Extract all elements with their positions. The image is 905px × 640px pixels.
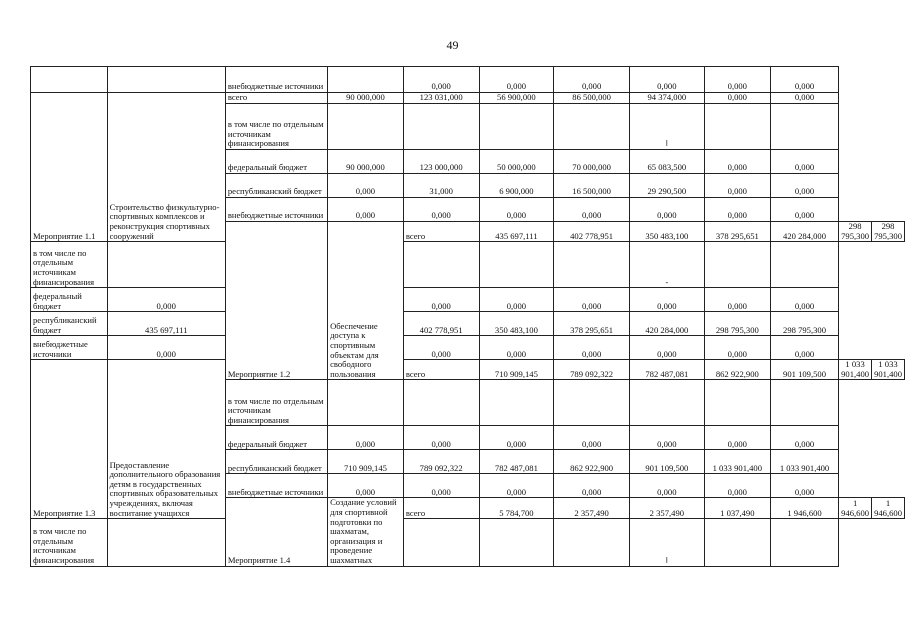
amount-cell: 862 922,900 <box>554 450 630 474</box>
amount-cell: 0,000 <box>479 198 554 222</box>
amount-cell: 31,000 <box>403 174 479 198</box>
amount-cell: 0,000 <box>479 336 554 360</box>
amount-cell <box>328 380 404 426</box>
amount-cell <box>554 380 630 426</box>
amount-cell: 0,000 <box>770 174 838 198</box>
measure-id-cell: Мероприятие 1.2 <box>225 222 327 380</box>
source-label-cell: внебюджетные источники <box>225 198 327 222</box>
budget-table <box>30 66 905 567</box>
amount-cell: - <box>629 242 704 288</box>
source-label-cell: республиканский бюджет <box>225 450 327 474</box>
amount-cell: 0,000 <box>403 426 479 450</box>
measure-id-cell: Мероприятие 1.3 <box>31 360 108 519</box>
amount-cell: 2 357,490 <box>554 498 630 519</box>
amount-cell: 710 909,145 <box>328 450 404 474</box>
amount-cell: 1 946,600 <box>872 498 905 519</box>
amount-cell: 6 900,000 <box>479 174 554 198</box>
amount-cell: 56 900,000 <box>479 93 554 104</box>
amount-cell <box>403 242 479 288</box>
amount-cell: 0,000 <box>403 198 479 222</box>
table-row <box>31 336 905 360</box>
amount-cell: 1 033 901,400 <box>839 360 872 380</box>
amount-cell: 0,000 <box>328 426 404 450</box>
amount-cell: 86 500,000 <box>554 93 630 104</box>
amount-cell: 65 083,500 <box>629 150 704 174</box>
source-label-cell: всего <box>403 222 479 242</box>
amount-cell: ǀ <box>629 519 704 566</box>
source-label-cell: федеральный бюджет <box>225 150 327 174</box>
amount-cell: 378 295,651 <box>704 222 770 242</box>
amount-cell: 0,000 <box>629 67 704 93</box>
amount-cell: 782 487,081 <box>479 450 554 474</box>
measure-name-cell: Строительство физкультурно-спортивных комплексов и реконструкция спортивных сооружений <box>107 93 225 242</box>
source-label-cell: всего <box>225 93 327 104</box>
source-label-cell: федеральный бюджет <box>31 288 108 312</box>
amount-cell: 0,000 <box>403 288 479 312</box>
amount-cell: 420 284,000 <box>770 222 838 242</box>
amount-cell <box>328 67 404 93</box>
amount-cell: 2 357,490 <box>629 498 704 519</box>
source-label-cell: в том числе по отдельным источникам финансирования <box>225 104 327 150</box>
amount-cell <box>479 104 554 150</box>
table-row <box>31 519 905 566</box>
amount-cell: 298 795,300 <box>770 312 838 336</box>
amount-cell: 0,000 <box>770 474 838 498</box>
amount-cell: 0,000 <box>704 198 770 222</box>
table-row <box>31 360 905 380</box>
amount-cell <box>554 104 630 150</box>
source-label-cell: республиканский бюджет <box>225 174 327 198</box>
amount-cell: 16 500,000 <box>554 174 630 198</box>
amount-cell: 0,000 <box>328 474 404 498</box>
amount-cell: 123 000,000 <box>403 150 479 174</box>
amount-cell: 0,000 <box>770 150 838 174</box>
source-label-cell: федеральный бюджет <box>225 426 327 450</box>
amount-cell: 0,000 <box>479 67 554 93</box>
amount-cell: 298 795,300 <box>839 222 872 242</box>
amount-cell <box>479 242 554 288</box>
amount-cell: 0,000 <box>479 288 554 312</box>
amount-cell: 0,000 <box>704 174 770 198</box>
amount-cell: 0,000 <box>770 67 838 93</box>
amount-cell <box>403 104 479 150</box>
amount-cell: 1 033 901,400 <box>872 360 905 380</box>
amount-cell: 0,000 <box>554 426 630 450</box>
amount-cell: 402 778,951 <box>554 222 630 242</box>
amount-cell: 0,000 <box>554 198 630 222</box>
amount-cell: 0,000 <box>403 474 479 498</box>
amount-cell <box>704 380 770 426</box>
amount-cell: 0,000 <box>107 336 225 360</box>
amount-cell: 435 697,111 <box>479 222 554 242</box>
amount-cell <box>403 380 479 426</box>
amount-cell: 298 795,300 <box>872 222 905 242</box>
source-label-cell: всего <box>403 498 479 519</box>
page-number: 49 <box>446 38 459 52</box>
amount-cell: 710 909,145 <box>479 360 554 380</box>
amount-cell: 0,000 <box>479 426 554 450</box>
amount-cell: 298 795,300 <box>704 312 770 336</box>
amount-cell: 0,000 <box>629 474 704 498</box>
amount-cell: 1 033 901,400 <box>770 450 838 474</box>
amount-cell <box>479 519 554 566</box>
measure-id-cell: Мероприятие 1.1 <box>31 93 108 242</box>
amount-cell: 0,000 <box>107 288 225 312</box>
amount-cell: 350 483,100 <box>629 222 704 242</box>
amount-cell: 402 778,951 <box>403 312 479 336</box>
amount-cell <box>704 242 770 288</box>
amount-cell: 782 487,081 <box>629 360 704 380</box>
amount-cell: 378 295,651 <box>554 312 630 336</box>
amount-cell: 435 697,111 <box>107 312 225 336</box>
amount-cell: 0,000 <box>554 336 630 360</box>
amount-cell: 0,000 <box>770 288 838 312</box>
amount-cell: 0,000 <box>704 288 770 312</box>
amount-cell <box>403 519 479 566</box>
amount-cell: 420 284,000 <box>629 312 704 336</box>
amount-cell <box>629 380 704 426</box>
amount-cell: 0,000 <box>770 93 838 104</box>
source-label-cell: внебюджетные источники <box>31 336 108 360</box>
measure-id-cell <box>31 67 108 93</box>
amount-cell <box>107 242 225 288</box>
amount-cell: 0,000 <box>629 336 704 360</box>
table-row <box>31 93 905 104</box>
amount-cell <box>770 380 838 426</box>
source-label-cell: внебюджетные источники <box>225 67 327 93</box>
amount-cell: 1 033 901,400 <box>704 450 770 474</box>
amount-cell: 0,000 <box>554 288 630 312</box>
amount-cell <box>770 104 838 150</box>
amount-cell: 5 784,700 <box>479 498 554 519</box>
source-label-cell: внебюджетные источники <box>225 474 327 498</box>
amount-cell <box>107 519 225 566</box>
source-label-cell: в том числе по отдельным источникам финансирования <box>225 380 327 426</box>
source-label-cell: республиканский бюджет <box>31 312 108 336</box>
amount-cell: 350 483,100 <box>479 312 554 336</box>
amount-cell <box>770 519 838 566</box>
amount-cell: 0,000 <box>554 474 630 498</box>
amount-cell: 0,000 <box>704 67 770 93</box>
amount-cell: 0,000 <box>770 426 838 450</box>
amount-cell: 123 031,000 <box>403 93 479 104</box>
amount-cell: 29 290,500 <box>629 174 704 198</box>
source-label-cell: в том числе по отдельным источникам финансирования <box>31 242 108 288</box>
measure-name-cell: Предоставление дополнительного образования детям в государственных спортивных образовательных учреждениях, включая воспитание учащихся <box>107 360 225 519</box>
amount-cell: 0,000 <box>770 198 838 222</box>
amount-cell <box>328 104 404 150</box>
amount-cell <box>704 519 770 566</box>
amount-cell: 1 037,490 <box>704 498 770 519</box>
amount-cell: 0,000 <box>629 288 704 312</box>
table-row <box>31 242 905 288</box>
amount-cell: 90 000,000 <box>328 150 404 174</box>
amount-cell <box>554 242 630 288</box>
amount-cell: 901 109,500 <box>770 360 838 380</box>
amount-cell: 0,000 <box>403 67 479 93</box>
amount-cell: 0,000 <box>629 426 704 450</box>
amount-cell: 0,000 <box>328 198 404 222</box>
amount-cell: 1 946,600 <box>770 498 838 519</box>
amount-cell: 0,000 <box>328 174 404 198</box>
measure-name-cell: Создание условий для спортивной подготовки по шахматам, организация и проведение шахматных <box>328 498 404 566</box>
table-row <box>31 312 905 336</box>
amount-cell: ǀ <box>629 104 704 150</box>
amount-cell: 50 000,000 <box>479 150 554 174</box>
amount-cell: 70 000,000 <box>554 150 630 174</box>
source-label-cell: всего <box>403 360 479 380</box>
amount-cell: 90 000,000 <box>328 93 404 104</box>
measure-id-cell: Мероприятие 1.4 <box>225 498 327 566</box>
amount-cell: 0,000 <box>704 93 770 104</box>
measure-name-cell <box>107 67 225 93</box>
amount-cell: 0,000 <box>704 474 770 498</box>
amount-cell: 1 946,600 <box>839 498 872 519</box>
amount-cell <box>704 104 770 150</box>
amount-cell: 789 092,322 <box>403 450 479 474</box>
amount-cell: 0,000 <box>629 198 704 222</box>
amount-cell: 0,000 <box>479 474 554 498</box>
amount-cell: 0,000 <box>554 67 630 93</box>
amount-cell: 789 092,322 <box>554 360 630 380</box>
amount-cell: 0,000 <box>704 426 770 450</box>
amount-cell: 862 922,900 <box>704 360 770 380</box>
table-row <box>31 67 905 93</box>
amount-cell <box>554 519 630 566</box>
amount-cell: 94 374,000 <box>629 93 704 104</box>
amount-cell: 0,000 <box>403 336 479 360</box>
source-label-cell: в том числе по отдельным источникам финансирования <box>31 519 108 566</box>
amount-cell: 0,000 <box>704 150 770 174</box>
measure-name-cell: Обеспечение доступа к спортивным объектам для свободного пользования <box>328 222 404 380</box>
amount-cell: 0,000 <box>770 336 838 360</box>
amount-cell <box>479 380 554 426</box>
amount-cell: 0,000 <box>704 336 770 360</box>
table-row <box>31 288 905 312</box>
amount-cell <box>770 242 838 288</box>
amount-cell: 901 109,500 <box>629 450 704 474</box>
